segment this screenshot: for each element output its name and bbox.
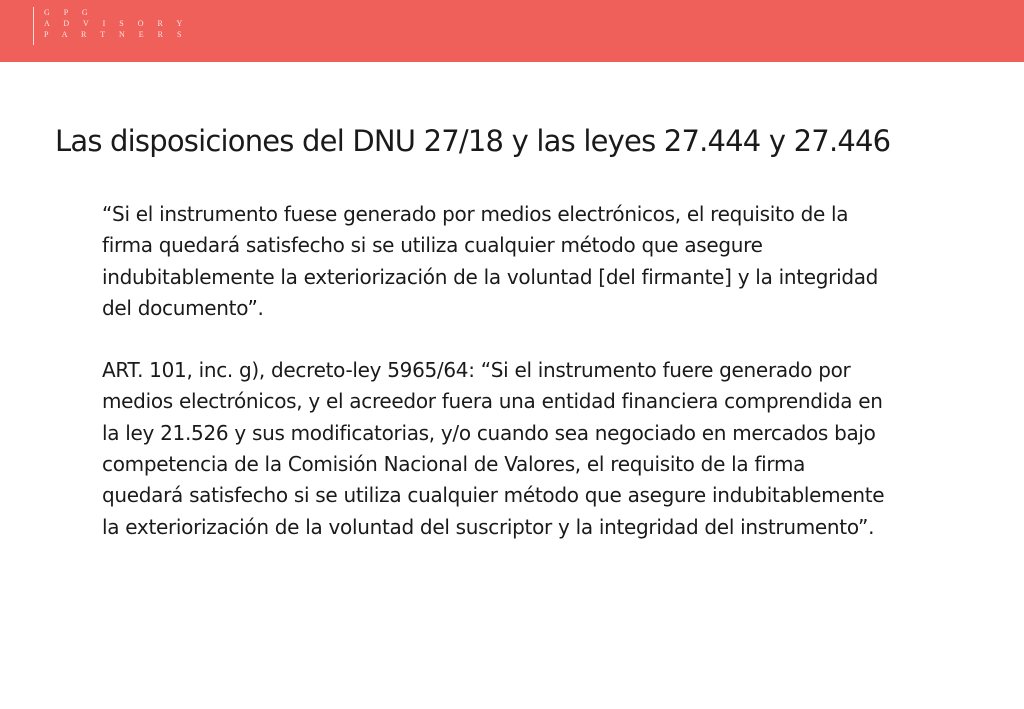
paragraph-line: competencia de la Comisión Nacional de Valores, el requisito de la firma <box>102 452 806 477</box>
article-paragraph <box>102 355 982 543</box>
paragraph-line: “Si el instrumento fuese generado por medios electrónicos, el requisito de la <box>102 202 849 226</box>
slide-title: Las disposiciones del DNU 27/18 y las leyes 27.444 y 27.446 <box>55 124 891 158</box>
paragraph-line: la ley 21.526 y sus modificatorias, y/o cuando sea negociado en mercados bajo <box>102 420 876 445</box>
quote-paragraph <box>102 199 982 324</box>
paragraph-line: del documento”. <box>102 295 264 320</box>
paragraph-line: firma quedará satisfecho si se utiliza cualquier método que asegure <box>102 233 763 258</box>
logo-line-3: P A R T N E R S <box>44 30 188 39</box>
header-bar <box>0 0 1024 62</box>
paragraph-spacer <box>102 324 982 355</box>
logo-line-1: G P G <box>44 8 94 17</box>
logo-line-2: A D V I S O R Y <box>44 19 189 28</box>
company-logo <box>33 7 188 45</box>
slide-body <box>102 199 982 543</box>
paragraph-line: medios electrónicos, y el acreedor fuera una entidad financiera comprendida en <box>102 389 883 414</box>
paragraph-line: la exteriorización de la voluntad del suscriptor y la integridad del instrumento”. <box>102 514 875 539</box>
paragraph-line: ART. 101, inc. g), decreto-ley 5965/64: “Si el instrumento fuere generado por <box>102 358 851 383</box>
paragraph-line: quedará satisfecho si se utiliza cualquier método que asegure indubitablemente <box>102 483 885 508</box>
paragraph-line: indubitablemente la exteriorización de la voluntad [del firmante] y la integridad <box>102 264 879 289</box>
